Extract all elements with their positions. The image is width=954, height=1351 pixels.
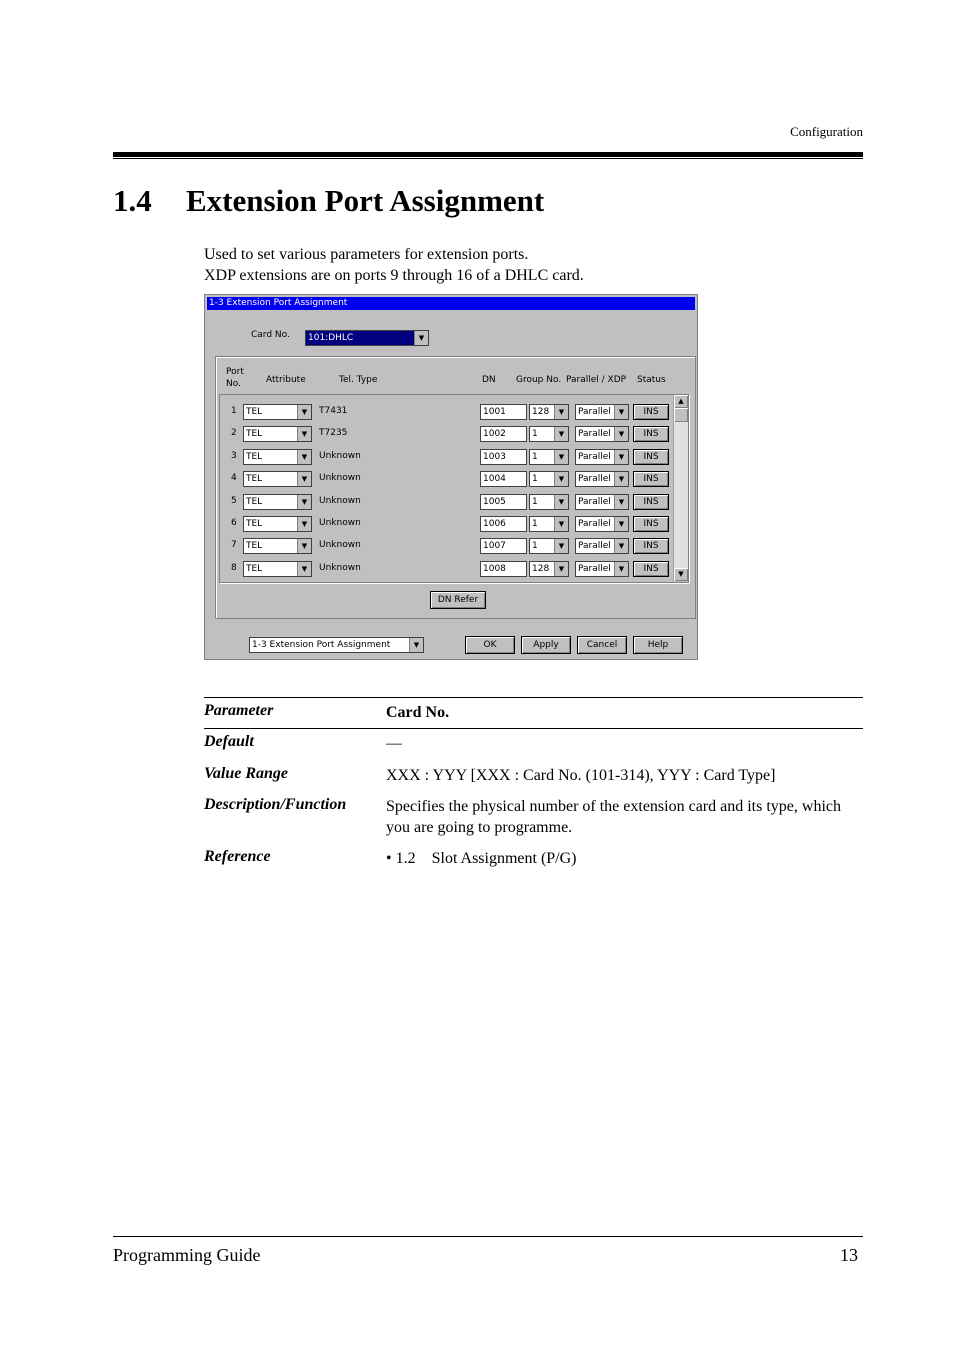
col-dn-label: DN xyxy=(482,375,496,385)
attribute-value: TEL xyxy=(246,519,263,529)
tel-type: Unknown xyxy=(319,496,361,506)
group-select[interactable] xyxy=(529,516,569,532)
param-label-value-range: Value Range xyxy=(204,765,289,782)
parallel-select[interactable] xyxy=(575,516,629,532)
group-select[interactable] xyxy=(529,538,569,554)
param-value-reference: • 1.2 Slot Assignment (P/G) xyxy=(386,850,577,867)
card-no-select[interactable] xyxy=(305,330,429,346)
group-select[interactable] xyxy=(529,404,569,420)
chevron-down-icon[interactable]: ▼ xyxy=(614,405,628,419)
footer-title: Programming Guide xyxy=(113,1245,261,1265)
chevron-down-icon[interactable]: ▼ xyxy=(297,472,311,486)
dn-refer-button[interactable]: DN Refer xyxy=(430,591,486,609)
status-button[interactable]: INS xyxy=(633,561,669,577)
parallel-select[interactable] xyxy=(575,494,629,510)
group-select[interactable] xyxy=(529,471,569,487)
ok-button[interactable]: OK xyxy=(465,636,515,654)
tel-type: T7235 xyxy=(319,428,348,438)
scroll-up-icon[interactable]: ▲ xyxy=(674,395,688,408)
status-button[interactable]: INS xyxy=(633,426,669,442)
cancel-button[interactable]: Cancel xyxy=(577,636,627,654)
dn-input[interactable]: 1006 xyxy=(480,516,527,532)
chevron-down-icon[interactable]: ▼ xyxy=(554,517,568,531)
attribute-value: TEL xyxy=(246,474,263,484)
dn-input[interactable]: 1008 xyxy=(480,561,527,577)
status-button[interactable]: INS xyxy=(633,404,669,420)
group-value: 1 xyxy=(532,497,538,507)
screen-nav-select[interactable] xyxy=(249,637,424,653)
tel-type: Unknown xyxy=(319,540,361,550)
attribute-value: TEL xyxy=(246,564,263,574)
port-list-scrollbar[interactable] xyxy=(673,395,688,581)
parallel-select[interactable] xyxy=(575,471,629,487)
status-button[interactable]: INS xyxy=(633,494,669,510)
attribute-value: TEL xyxy=(246,452,263,462)
chevron-down-icon[interactable]: ▼ xyxy=(614,517,628,531)
section-number: 1.4 xyxy=(113,183,152,218)
chevron-down-icon[interactable]: ▼ xyxy=(554,472,568,486)
extension-port-dialog xyxy=(204,294,698,660)
chevron-down-icon[interactable]: ▼ xyxy=(297,517,311,531)
footer-rule xyxy=(113,1236,863,1237)
scroll-thumb[interactable] xyxy=(674,408,688,422)
chevron-down-icon[interactable]: ▼ xyxy=(614,495,628,509)
attribute-select[interactable] xyxy=(243,426,312,442)
group-select[interactable] xyxy=(529,426,569,442)
col-port-label-2: No. xyxy=(226,379,241,389)
col-parallel-label: Parallel / XDP xyxy=(566,375,627,385)
apply-button[interactable]: Apply xyxy=(521,636,571,654)
parallel-select[interactable] xyxy=(575,449,629,465)
chevron-down-icon[interactable]: ▼ xyxy=(297,495,311,509)
chevron-down-icon[interactable]: ▼ xyxy=(554,495,568,509)
tel-type: Unknown xyxy=(319,518,361,528)
param-value-default: — xyxy=(386,735,402,752)
dn-input[interactable]: 1002 xyxy=(480,426,527,442)
port-number: 8 xyxy=(231,563,237,573)
tel-type: Unknown xyxy=(319,563,361,573)
port-number: 2 xyxy=(231,428,237,438)
param-label-parameter: Parameter xyxy=(204,702,274,719)
port-list xyxy=(219,394,689,583)
col-status-label: Status xyxy=(637,375,666,385)
intro-paragraph xyxy=(204,244,584,286)
param-label-description: Description/Function xyxy=(204,796,347,813)
dn-input[interactable]: 1007 xyxy=(480,538,527,554)
chevron-down-icon[interactable]: ▼ xyxy=(554,539,568,553)
dn-input[interactable]: 1004 xyxy=(480,471,527,487)
attribute-value: TEL xyxy=(246,429,263,439)
chevron-down-icon[interactable]: ▼ xyxy=(297,539,311,553)
parallel-value: Parallel xyxy=(578,519,611,529)
scroll-down-icon[interactable]: ▼ xyxy=(674,568,688,581)
section-title xyxy=(113,183,544,219)
screen-nav-value: 1-3 Extension Port Assignment xyxy=(252,640,391,650)
attribute-select[interactable] xyxy=(243,561,312,577)
port-number: 5 xyxy=(231,496,237,506)
attribute-value: TEL xyxy=(246,541,263,551)
parallel-value: Parallel xyxy=(578,407,611,417)
section-title-text: Extension Port Assignment xyxy=(186,183,545,218)
group-select[interactable] xyxy=(529,561,569,577)
parallel-value: Parallel xyxy=(578,497,611,507)
table-top-rule xyxy=(204,697,863,698)
table-header-rule xyxy=(204,728,863,729)
dn-input[interactable]: 1003 xyxy=(480,449,527,465)
intro-line-2: XDP extensions are on ports 9 through 16 of a DHLC card. xyxy=(204,267,584,284)
group-select[interactable] xyxy=(529,449,569,465)
parallel-select[interactable] xyxy=(575,561,629,577)
attribute-select[interactable] xyxy=(243,494,312,510)
chevron-down-icon[interactable]: ▼ xyxy=(554,450,568,464)
col-port-label-1: Port xyxy=(226,367,244,377)
attribute-select[interactable] xyxy=(243,404,312,420)
tel-type: Unknown xyxy=(319,451,361,461)
group-value: 1 xyxy=(532,541,538,551)
status-button[interactable]: INS xyxy=(633,471,669,487)
group-value: 128 xyxy=(532,407,550,417)
attribute-select[interactable] xyxy=(243,449,312,465)
port-number: 7 xyxy=(231,540,237,550)
chevron-down-icon[interactable]: ▼ xyxy=(297,405,311,419)
param-value-description: Specifies the physical number of the extension card and its type, which you are going to programme. xyxy=(386,798,841,836)
page-number: 13 xyxy=(840,1245,858,1265)
port-number: 1 xyxy=(231,406,237,416)
group-value: 1 xyxy=(532,519,538,529)
chevron-down-icon[interactable]: ▼ xyxy=(297,427,311,441)
attribute-value: TEL xyxy=(246,497,263,507)
card-no-value: 101:DHLC xyxy=(308,333,354,343)
param-value-value-range: XXX : YYY [XXX : Card No. (101-314), YYY : Card Type] xyxy=(386,767,776,784)
tel-type: T7431 xyxy=(319,406,348,416)
chevron-down-icon[interactable]: ▼ xyxy=(554,405,568,419)
parallel-value: Parallel xyxy=(578,564,611,574)
header-rule-thin xyxy=(113,158,863,159)
chevron-down-icon[interactable]: ▼ xyxy=(614,539,628,553)
parallel-value: Parallel xyxy=(578,474,611,484)
param-label-reference: Reference xyxy=(204,848,271,865)
col-tel-type-label: Tel. Type xyxy=(339,375,378,385)
param-label-default: Default xyxy=(204,733,254,750)
dn-input[interactable]: 1005 xyxy=(480,494,527,510)
attribute-select[interactable] xyxy=(243,538,312,554)
attribute-value: TEL xyxy=(246,407,263,417)
parallel-value: Parallel xyxy=(578,429,611,439)
dialog-title-bar: 1-3 Extension Port Assignment xyxy=(207,297,695,310)
parallel-value: Parallel xyxy=(578,452,611,462)
chevron-down-icon[interactable]: ▼ xyxy=(554,427,568,441)
chevron-down-icon[interactable]: ▼ xyxy=(409,638,423,652)
chevron-down-icon[interactable]: ▼ xyxy=(614,427,628,441)
parallel-select[interactable] xyxy=(575,404,629,420)
tel-type: Unknown xyxy=(319,473,361,483)
port-number: 4 xyxy=(231,473,237,483)
help-button[interactable]: Help xyxy=(633,636,683,654)
chevron-down-icon[interactable]: ▼ xyxy=(297,562,311,576)
chevron-down-icon[interactable]: ▼ xyxy=(554,562,568,576)
header-rule-thick xyxy=(113,152,863,157)
col-group-label: Group No. xyxy=(516,375,562,385)
port-number: 6 xyxy=(231,518,237,528)
parallel-select[interactable] xyxy=(575,426,629,442)
port-number: 3 xyxy=(231,451,237,461)
attribute-select[interactable] xyxy=(243,516,312,532)
group-value: 1 xyxy=(532,474,538,484)
parallel-value: Parallel xyxy=(578,541,611,551)
col-attribute-label: Attribute xyxy=(266,375,306,385)
chevron-down-icon[interactable]: ▼ xyxy=(297,450,311,464)
card-no-label: Card No. xyxy=(251,330,290,340)
status-button[interactable]: INS xyxy=(633,516,669,532)
chevron-down-icon[interactable]: ▼ xyxy=(614,472,628,486)
running-head: Configuration xyxy=(790,124,863,139)
group-value: 1 xyxy=(532,452,538,462)
chevron-down-icon[interactable]: ▼ xyxy=(414,331,428,345)
dn-input[interactable]: 1001 xyxy=(480,404,527,420)
param-value-parameter: Card No. xyxy=(386,704,450,721)
chevron-down-icon[interactable]: ▼ xyxy=(614,450,628,464)
status-button[interactable]: INS xyxy=(633,449,669,465)
parallel-select[interactable] xyxy=(575,538,629,554)
chevron-down-icon[interactable]: ▼ xyxy=(614,562,628,576)
group-value: 1 xyxy=(532,429,538,439)
intro-line-1: Used to set various parameters for extension ports. xyxy=(204,246,529,263)
attribute-select[interactable] xyxy=(243,471,312,487)
status-button[interactable]: INS xyxy=(633,538,669,554)
group-value: 128 xyxy=(532,564,550,574)
group-select[interactable] xyxy=(529,494,569,510)
